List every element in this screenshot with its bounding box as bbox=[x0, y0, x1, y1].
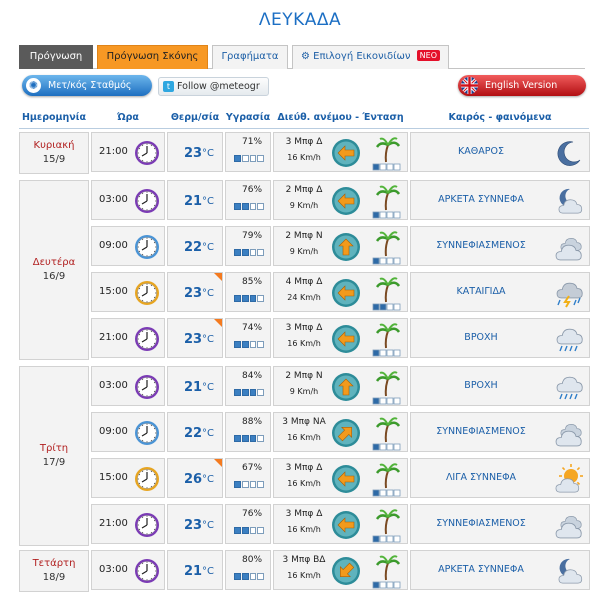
tab-dust-forecast[interactable]: Πρόγνωση Σκόνης bbox=[97, 45, 208, 69]
wind-direction: 2 Μπφ Ν bbox=[285, 231, 323, 241]
cloud-icon bbox=[554, 232, 584, 262]
wind-cell bbox=[273, 180, 408, 220]
wind-direction: 2 Μπφ Ν bbox=[285, 371, 323, 381]
tab-icon-selection-label: Επιλογή Εικονιδίων bbox=[313, 51, 411, 62]
cloud-icon bbox=[554, 510, 584, 540]
humidity-level-bars bbox=[234, 435, 264, 442]
weather-cell bbox=[410, 226, 590, 266]
temperature-cell bbox=[167, 458, 223, 498]
day-date: 16/9 bbox=[42, 271, 66, 282]
humidity-cell bbox=[225, 504, 271, 544]
wind-speed: 16 Km/h bbox=[287, 571, 321, 580]
weather-cell bbox=[410, 550, 590, 590]
time-value: 03:00 bbox=[99, 380, 128, 391]
temperature-cell bbox=[167, 226, 223, 266]
day-name: Δευτέρα bbox=[32, 257, 76, 268]
page-title: ΛΕΥΚΑΔΑ bbox=[258, 10, 342, 30]
wind-cell bbox=[273, 550, 408, 590]
wind-cell bbox=[273, 458, 408, 498]
humidity-cell bbox=[225, 180, 271, 220]
rain-icon bbox=[554, 372, 584, 402]
moon-icon bbox=[554, 138, 584, 168]
thunderstorm-icon bbox=[554, 278, 584, 308]
twitter-follow-label: Follow @meteogr bbox=[177, 81, 260, 92]
wind-arrow-icon bbox=[331, 556, 361, 586]
time-cell bbox=[91, 504, 165, 544]
clock-icon bbox=[134, 234, 160, 260]
cloud-icon bbox=[554, 418, 584, 448]
weather-condition: ΣΥΝΝΕΦΙΑΣΜΕΝΟΣ bbox=[436, 426, 526, 437]
weather-condition: ΛΙΓΑ ΣΥΝΝΕΦΑ bbox=[445, 472, 517, 483]
clock-icon bbox=[134, 326, 160, 352]
day-date: 15/9 bbox=[42, 154, 66, 165]
humidity-cell bbox=[225, 550, 271, 590]
palm-tree-icon bbox=[371, 415, 403, 451]
temperature-cell bbox=[167, 180, 223, 220]
palm-tree-icon bbox=[371, 183, 403, 219]
time-cell bbox=[91, 412, 165, 452]
header-weather: Καιρός - φαινόμενα bbox=[448, 112, 552, 123]
wind-speed: 16 Km/h bbox=[287, 525, 321, 534]
clock-icon bbox=[134, 466, 160, 492]
humidity-value: 67% bbox=[242, 463, 263, 473]
heat-marker-icon bbox=[214, 273, 222, 281]
temperature-cell bbox=[167, 550, 223, 590]
day-name: Τετάρτη bbox=[32, 558, 76, 569]
humidity-cell bbox=[225, 366, 271, 406]
weather-condition: ΚΑΤΑΙΓΙΔΑ bbox=[456, 286, 506, 297]
gear-icon: ⚙ bbox=[300, 51, 310, 62]
tab-bar bbox=[19, 45, 585, 69]
palm-tree-icon bbox=[371, 275, 403, 311]
wind-speed: 24 Km/h bbox=[287, 293, 321, 302]
humidity-value: 71% bbox=[242, 137, 263, 147]
weather-condition: ΒΡΟΧΗ bbox=[464, 380, 498, 391]
day-cell bbox=[19, 180, 89, 360]
wind-direction: 3 Μπφ Δ bbox=[285, 509, 323, 519]
humidity-value: 88% bbox=[242, 417, 263, 427]
wind-cell bbox=[273, 366, 408, 406]
header-wind: Διεύθ. ανέμου - Ένταση bbox=[277, 112, 404, 123]
humidity-value: 74% bbox=[242, 323, 263, 333]
twitter-follow-button[interactable] bbox=[158, 77, 269, 96]
tab-icon-selection[interactable] bbox=[292, 45, 449, 69]
humidity-value: 76% bbox=[242, 185, 263, 195]
time-cell bbox=[91, 550, 165, 590]
weather-cell bbox=[410, 318, 590, 358]
wind-arrow-icon bbox=[331, 324, 361, 354]
palm-tree-icon bbox=[371, 135, 403, 171]
humidity-level-bars bbox=[234, 573, 264, 580]
weather-condition: ΚΑΘΑΡΟΣ bbox=[458, 146, 504, 157]
wind-cell bbox=[273, 132, 408, 172]
sun-icon: ✺ bbox=[26, 78, 41, 93]
wind-arrow-icon bbox=[331, 510, 361, 540]
header-humidity: Υγρασία bbox=[225, 112, 271, 123]
humidity-level-bars bbox=[234, 481, 264, 488]
humidity-level-bars bbox=[234, 527, 264, 534]
moon-cloud-icon bbox=[554, 556, 584, 586]
temperature-unit: °C bbox=[202, 242, 214, 253]
uk-flag-icon bbox=[461, 77, 478, 94]
weather-cell bbox=[410, 272, 590, 312]
wind-arrow-icon bbox=[331, 464, 361, 494]
twitter-icon: t bbox=[163, 81, 174, 92]
tab-forecast[interactable]: Πρόγνωση bbox=[19, 45, 93, 69]
palm-tree-icon bbox=[371, 229, 403, 265]
temperature-value: 26 bbox=[184, 472, 203, 487]
temperature-unit: °C bbox=[202, 520, 214, 531]
wind-speed: 9 Km/h bbox=[289, 201, 319, 210]
weather-cell bbox=[410, 458, 590, 498]
wind-speed: 16 Km/h bbox=[287, 339, 321, 348]
humidity-value: 76% bbox=[242, 509, 263, 519]
time-value: 09:00 bbox=[99, 426, 128, 437]
palm-tree-icon bbox=[371, 321, 403, 357]
wind-speed: 9 Km/h bbox=[289, 387, 319, 396]
day-cell bbox=[19, 550, 89, 592]
humidity-level-bars bbox=[234, 249, 264, 256]
wind-arrow-icon bbox=[331, 278, 361, 308]
heat-marker-icon bbox=[214, 459, 222, 467]
day-name: Κυριακή bbox=[33, 140, 75, 151]
weather-condition: ΣΥΝΝΕΦΙΑΣΜΕΝΟΣ bbox=[436, 240, 526, 251]
wind-speed: 16 Km/h bbox=[287, 433, 321, 442]
wind-cell bbox=[273, 412, 408, 452]
header-divider bbox=[19, 128, 589, 129]
humidity-value: 85% bbox=[242, 277, 263, 287]
time-value: 09:00 bbox=[99, 240, 128, 251]
time-value: 15:00 bbox=[99, 472, 128, 483]
temperature-unit: °C bbox=[202, 148, 214, 159]
temperature-cell bbox=[167, 412, 223, 452]
time-value: 21:00 bbox=[99, 332, 128, 343]
humidity-value: 80% bbox=[242, 555, 263, 565]
wind-cell bbox=[273, 226, 408, 266]
time-cell bbox=[91, 226, 165, 266]
clock-icon bbox=[134, 188, 160, 214]
wind-direction: 3 Μπφ ΒΔ bbox=[282, 555, 326, 565]
time-cell bbox=[91, 180, 165, 220]
temperature-value: 22 bbox=[184, 426, 203, 441]
header-date: Ημερομηνία bbox=[21, 112, 86, 123]
new-badge: ΝΕΟ bbox=[417, 50, 440, 61]
wind-arrow-icon bbox=[331, 138, 361, 168]
temperature-value: 21 bbox=[184, 564, 203, 579]
day-cell bbox=[19, 366, 89, 546]
humidity-level-bars bbox=[234, 341, 264, 348]
header-temperature: Θερμ/σία bbox=[170, 112, 220, 123]
wind-direction: 3 Μπφ Δ bbox=[285, 463, 323, 473]
english-version-label: English Version bbox=[485, 80, 558, 91]
wind-direction: 3 Μπφ Δ bbox=[285, 137, 323, 147]
weather-cell bbox=[410, 180, 590, 220]
weather-stations-label: Μετ/κός Σταθμός bbox=[48, 80, 132, 91]
temperature-unit: °C bbox=[202, 474, 214, 485]
day-date: 17/9 bbox=[42, 457, 66, 468]
humidity-cell bbox=[225, 458, 271, 498]
rain-icon bbox=[554, 324, 584, 354]
wind-arrow-icon bbox=[331, 418, 361, 448]
humidity-level-bars bbox=[234, 389, 264, 396]
humidity-cell bbox=[225, 132, 271, 172]
wind-cell bbox=[273, 504, 408, 544]
palm-tree-icon bbox=[371, 553, 403, 589]
time-cell bbox=[91, 318, 165, 358]
clock-icon bbox=[134, 374, 160, 400]
temperature-unit: °C bbox=[202, 382, 214, 393]
heat-marker-icon bbox=[214, 319, 222, 327]
temperature-unit: °C bbox=[202, 288, 214, 299]
temperature-unit: °C bbox=[202, 196, 214, 207]
weather-cell bbox=[410, 412, 590, 452]
temperature-value: 23 bbox=[184, 146, 203, 161]
time-value: 03:00 bbox=[99, 564, 128, 575]
temperature-value: 22 bbox=[184, 240, 203, 255]
clock-icon bbox=[134, 512, 160, 538]
humidity-level-bars bbox=[234, 295, 264, 302]
wind-speed: 16 Km/h bbox=[287, 153, 321, 162]
time-cell bbox=[91, 272, 165, 312]
humidity-value: 84% bbox=[242, 371, 263, 381]
weather-stations-button[interactable] bbox=[22, 75, 152, 96]
temperature-unit: °C bbox=[202, 566, 214, 577]
humidity-cell bbox=[225, 318, 271, 358]
wind-arrow-icon bbox=[331, 186, 361, 216]
wind-speed: 16 Km/h bbox=[287, 479, 321, 488]
humidity-level-bars bbox=[234, 155, 264, 162]
header-time: Ώρα bbox=[117, 112, 139, 123]
wind-arrow-icon bbox=[331, 372, 361, 402]
temperature-cell bbox=[167, 366, 223, 406]
wind-direction: 3 Μπφ Δ bbox=[285, 323, 323, 333]
wind-direction: 3 Μπφ ΝΑ bbox=[282, 417, 326, 427]
temperature-value: 23 bbox=[184, 286, 203, 301]
wind-speed: 9 Km/h bbox=[289, 247, 319, 256]
temperature-value: 23 bbox=[184, 518, 203, 533]
temperature-cell bbox=[167, 272, 223, 312]
weather-condition: ΣΥΝΝΕΦΙΑΣΜΕΝΟΣ bbox=[436, 518, 526, 529]
weather-condition: ΒΡΟΧΗ bbox=[464, 332, 498, 343]
weather-cell bbox=[410, 366, 590, 406]
humidity-cell bbox=[225, 412, 271, 452]
temperature-cell bbox=[167, 504, 223, 544]
palm-tree-icon bbox=[371, 507, 403, 543]
time-value: 15:00 bbox=[99, 286, 128, 297]
day-cell bbox=[19, 132, 89, 174]
humidity-cell bbox=[225, 272, 271, 312]
day-name: Τρίτη bbox=[39, 443, 69, 454]
time-value: 21:00 bbox=[99, 518, 128, 529]
wind-arrow-icon bbox=[331, 232, 361, 262]
weather-cell bbox=[410, 132, 590, 172]
sun-cloud-icon bbox=[554, 464, 584, 494]
clock-icon bbox=[134, 558, 160, 584]
moon-cloud-icon bbox=[554, 186, 584, 216]
temperature-cell bbox=[167, 132, 223, 172]
temperature-value: 23 bbox=[184, 332, 203, 347]
clock-icon bbox=[134, 140, 160, 166]
temperature-cell bbox=[167, 318, 223, 358]
palm-tree-icon bbox=[371, 461, 403, 497]
wind-direction: 4 Μπφ Δ bbox=[285, 277, 323, 287]
wind-cell bbox=[273, 318, 408, 358]
day-date: 18/9 bbox=[42, 572, 66, 583]
humidity-cell bbox=[225, 226, 271, 266]
clock-icon bbox=[134, 280, 160, 306]
humidity-level-bars bbox=[234, 203, 264, 210]
wind-direction: 2 Μπφ Δ bbox=[285, 185, 323, 195]
clock-icon bbox=[134, 420, 160, 446]
time-value: 21:00 bbox=[99, 146, 128, 157]
time-cell bbox=[91, 366, 165, 406]
time-cell bbox=[91, 132, 165, 172]
temperature-value: 21 bbox=[184, 380, 203, 395]
tab-charts[interactable]: Γραφήματα bbox=[212, 45, 288, 69]
palm-tree-icon bbox=[371, 369, 403, 405]
time-value: 03:00 bbox=[99, 194, 128, 205]
time-cell bbox=[91, 458, 165, 498]
temperature-unit: °C bbox=[202, 428, 214, 439]
temperature-value: 21 bbox=[184, 194, 203, 209]
temperature-unit: °C bbox=[202, 334, 214, 345]
weather-cell bbox=[410, 504, 590, 544]
humidity-value: 79% bbox=[242, 231, 263, 241]
weather-condition: ΑΡΚΕΤΑ ΣΥΝΝΕΦΑ bbox=[438, 194, 524, 205]
weather-condition: ΑΡΚΕΤΑ ΣΥΝΝΕΦΑ bbox=[438, 564, 524, 575]
english-version-button[interactable] bbox=[458, 75, 586, 96]
wind-cell bbox=[273, 272, 408, 312]
